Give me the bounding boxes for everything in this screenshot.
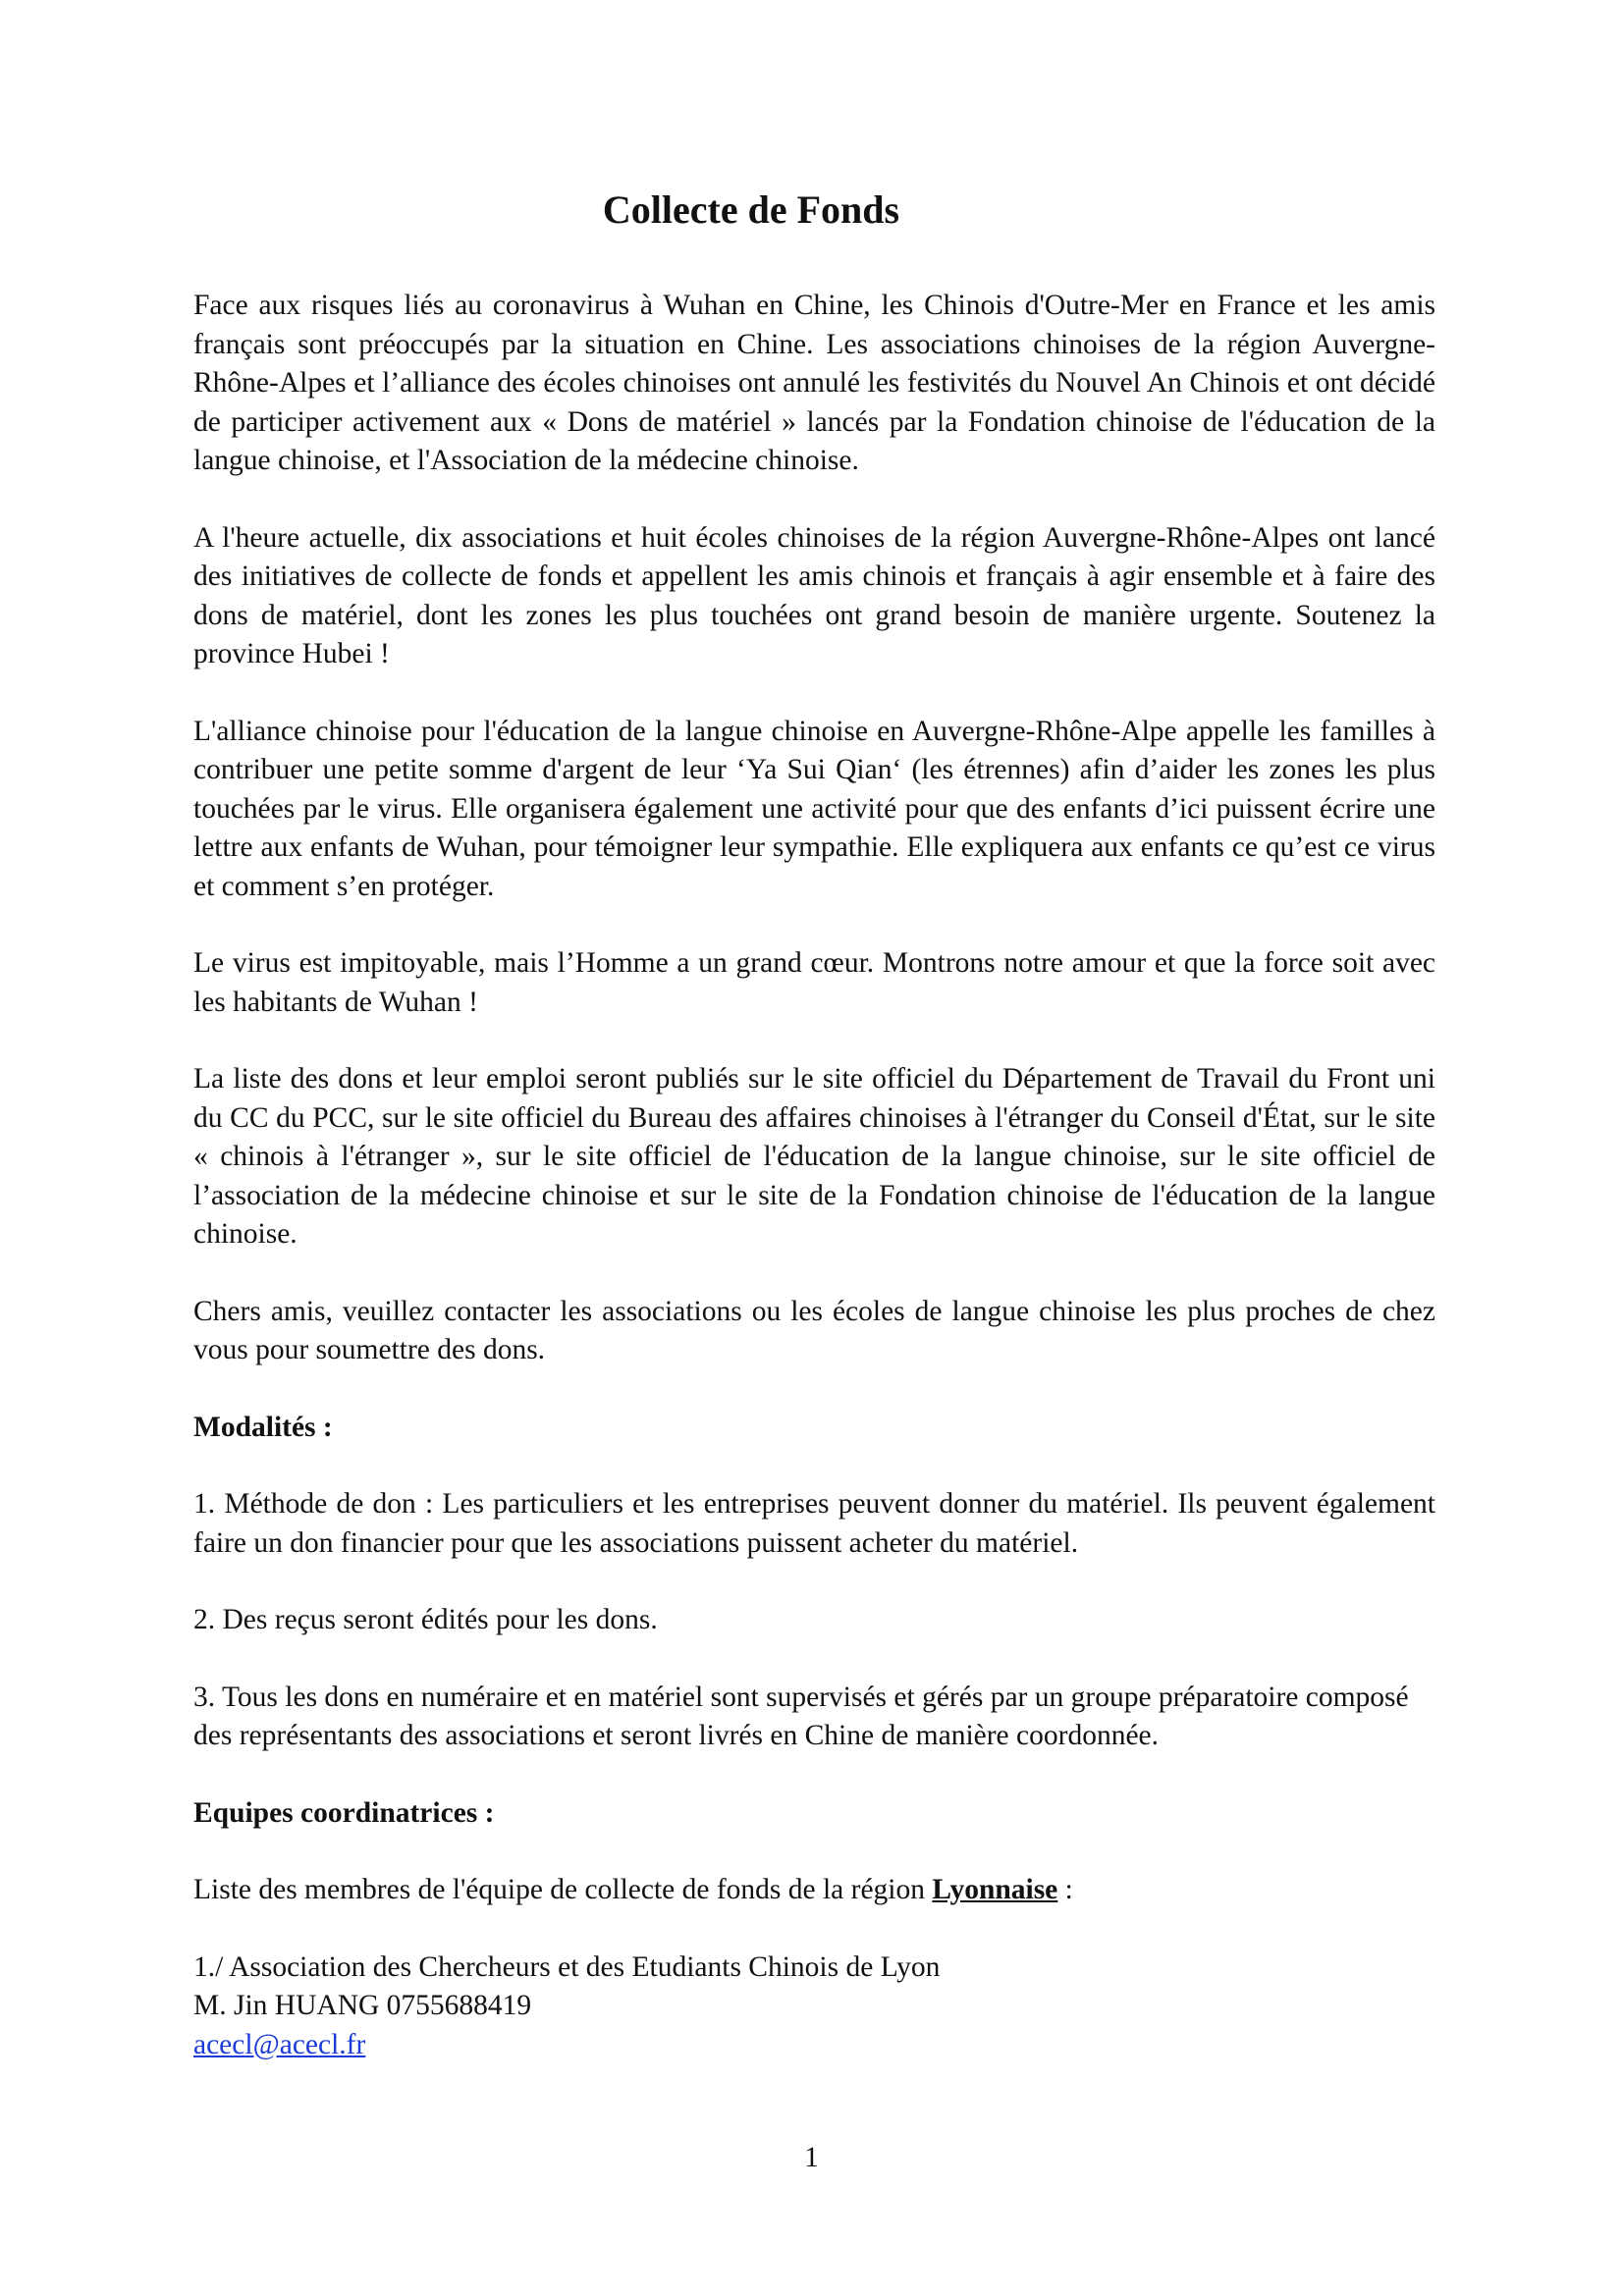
modalite-item: 2. Des reçus seront édités pour les dons. [193, 1604, 658, 1635]
modalites-heading: Modalités : [193, 1411, 333, 1443]
team-region-name: Lyonnaise [932, 1874, 1058, 1905]
paragraph-intro: Face aux risques liés au coronavirus à Wuhan en Chine, les Chinois d'Outre-Mer en France et les amis français sont préoccupés par la situation en Chine. Les associations chinoises de la région Auvergne-Rhône-Alpes et l’alliance des écoles chinoises ont annulé les festivités du Nouvel An Chinois et ont décidé de participer activement aux « Dons de matériel » lancés par la Fondation chinoise de l'éducation de la langue chinoise, et l'Association de la médecine chinoise. [193, 290, 1435, 476]
member-email-link[interactable]: acecl@acecl.fr [193, 2028, 366, 2060]
team-list-intro-suffix: : [1057, 1874, 1073, 1905]
paragraph-publication: La liste des dons et leur emploi seront publiés sur le site officiel du Département de Travail du Front uni du CC du PCC, sur le site officiel du Bureau des affaires chinoises à l'étranger du Conseil d'État, sur le site « chinois à l'étranger », sur le site officiel de l'éducation de la langue chinoise, sur le site officiel de l’association de la médecine chinoise et sur le site de la Fondation chinoise de l'éducation de la langue chinoise. [193, 1063, 1435, 1250]
page-number: 1 [804, 2142, 819, 2173]
member-name: 1./ Association des Chercheurs et des Etudiants Chinois de Lyon [193, 1950, 941, 1983]
paragraph-virus: Le virus est impitoyable, mais l’Homme a un grand cœur. Montrons notre amour et que la force soit avec les habitants de Wuhan ! [193, 947, 1435, 1018]
team-member-entry [193, 1949, 1435, 2065]
team-list-intro-prefix: Liste des membres de l'équipe de collecte de fonds de la région [193, 1874, 933, 1905]
document-title: Collecte de Fonds [602, 187, 900, 232]
member-contact: M. Jin HUANG 0755688419 [193, 1990, 532, 2021]
modalite-item: 1. Méthode de don : Les particuliers et les entreprises peuvent donner du matériel. Ils peuvent également faire un don financier pour que les associations puissent acheter du matériel. [193, 1488, 1435, 1559]
paragraph-initiatives: A l'heure actuelle, dix associations et huit écoles chinoises de la région Auvergne-Rhône-Alpes ont lancé des initiatives de collecte de fonds et appellent les amis chinois et français à agir ensemble et à faire des dons de matériel, dont les zones les plus touchées ont grand besoin de manière urgente. Soutenez la province Hubei ! [193, 521, 1435, 669]
paragraph-contact-call: Chers amis, veuillez contacter les associations ou les écoles de langue chinoise les plus proches de chez vous pour soumettre des dons. [193, 1295, 1435, 1365]
paragraph-alliance: L'alliance chinoise pour l'éducation de la langue chinoise en Auvergne-Rhône-Alpe appelle les familles à contribuer une petite somme d'argent de leur ‘Ya Sui Qian‘ (les étrennes) afin d’aider les zones les plus touchées par le virus. Elle organisera également une activité pour que des enfants d’ici puissent écrire une lettre aux enfants de Wuhan, pour témoigner leur sympathie. Elle expliquera aux enfants ce qu’est ce virus et comment s’en protéger. [193, 715, 1435, 902]
document-body [193, 287, 1435, 2064]
modalite-item: 3. Tous les dons en numéraire et en matériel sont supervisés et gérés par un groupe préparatoire composé des représentants des associations et seront livrés en Chine de manière coordonnée. [193, 1681, 1409, 1751]
team-list-intro [193, 1871, 1435, 1910]
equipes-heading: Equipes coordinatrices : [193, 1796, 495, 1829]
